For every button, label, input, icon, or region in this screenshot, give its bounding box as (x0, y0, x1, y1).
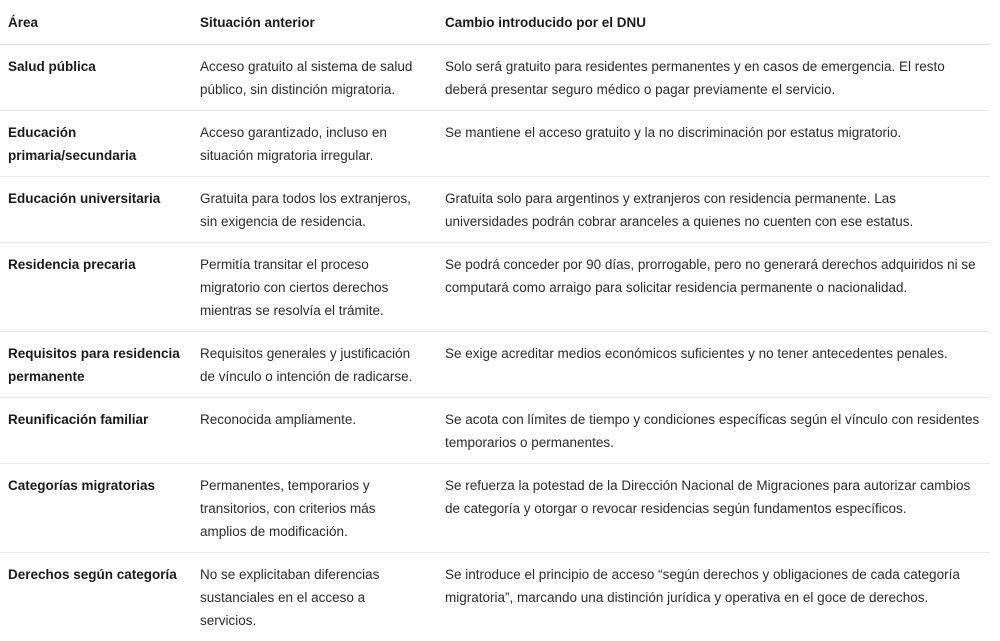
cell-change: Se refuerza la potestad de la Dirección Nacional de Migraciones para autorizar cambios de categoría y otorgar o revocar residencias según fundamentos específicos. (437, 464, 990, 553)
cell-change: Gratuita solo para argentinos y extranjeros con residencia permanente. Las universidades podrán cobrar aranceles a quienes no cuenten con ese estatus. (437, 177, 990, 243)
table-header-row (0, 0, 990, 45)
table-row (0, 243, 990, 332)
cell-area: Reunificación familiar (0, 398, 192, 464)
table-row (0, 553, 990, 641)
cell-before: Acceso gratuito al sistema de salud público, sin distinción migratoria. (192, 45, 437, 111)
table-row (0, 398, 990, 464)
cell-before: Gratuita para todos los extranjeros, sin exigencia de residencia. (192, 177, 437, 243)
cell-area: Categorías migratorias (0, 464, 192, 553)
cell-before: No se explicitaban diferencias sustanciales en el acceso a servicios. (192, 553, 437, 641)
cell-change: Se mantiene el acceso gratuito y la no discriminación por estatus migratorio. (437, 111, 990, 177)
header-before: Situación anterior (192, 0, 437, 45)
cell-before: Acceso garantizado, incluso en situación migratoria irregular. (192, 111, 437, 177)
cell-before: Permanentes, temporarios y transitorios, con criterios más amplios de modificación. (192, 464, 437, 553)
cell-change: Se acota con límites de tiempo y condiciones específicas según el vínculo con residentes temporarios o permanentes. (437, 398, 990, 464)
table-row (0, 177, 990, 243)
table-row (0, 332, 990, 398)
cell-change: Se podrá conceder por 90 días, prorrogable, pero no generará derechos adquiridos ni se computará como arraigo para solicitar residencia permanente o nacionalidad. (437, 243, 990, 332)
cell-change: Solo será gratuito para residentes permanentes y en casos de emergencia. El resto deberá presentar seguro médico o pagar previamente el servicio. (437, 45, 990, 111)
header-area: Área (0, 0, 192, 45)
cell-area: Residencia precaria (0, 243, 192, 332)
cell-before: Permitía transitar el proceso migratorio con ciertos derechos mientras se resolvía el trámite. (192, 243, 437, 332)
cell-before: Requisitos generales y justificación de vínculo o intención de radicarse. (192, 332, 437, 398)
cell-area: Salud pública (0, 45, 192, 111)
cell-area: Requisitos para residencia permanente (0, 332, 192, 398)
header-change: Cambio introducido por el DNU (437, 0, 990, 45)
table-row (0, 111, 990, 177)
table-row (0, 464, 990, 553)
cell-change: Se introduce el principio de acceso “según derechos y obligaciones de cada categoría migratoria”, marcando una distinción jurídica y operativa en el goce de derechos. (437, 553, 990, 641)
cell-before: Reconocida ampliamente. (192, 398, 437, 464)
table-row (0, 45, 990, 111)
cell-area: Derechos según categoría (0, 553, 192, 641)
cell-change: Se exige acreditar medios económicos suficientes y no tener antecedentes penales. (437, 332, 990, 398)
cell-area: Educación primaria/secundaria (0, 111, 192, 177)
cell-area: Educación universitaria (0, 177, 192, 243)
